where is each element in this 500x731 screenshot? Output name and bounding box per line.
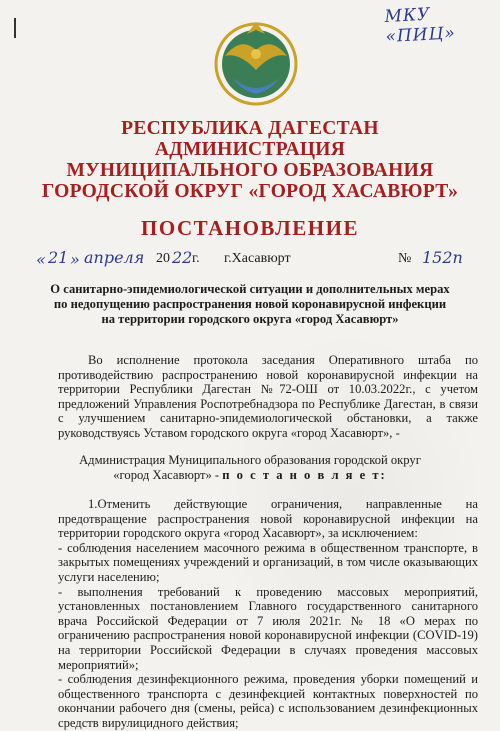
header-administration: АДМИНИСТРАЦИЯ (154, 139, 346, 160)
city-name: г.Хасавюрт (224, 251, 291, 266)
document-type: ПОСТАНОВЛЕНИЕ (141, 216, 359, 240)
administration-line: Администрация Муниципального образования городской округ (79, 453, 421, 467)
header-city-district: ГОРОДСКОЙ ОКРУГ «ГОРОД ХАСАВЮРТ» (41, 181, 459, 202)
date-year-prefix: 20 (156, 251, 170, 266)
preamble-paragraph: Во исполнение протокола заседания Оперативного штаба по противодействию распространению новой коронавирусной инфекции на территории Республики Дагестан №72-ОШ от 10.03.2022г., с учетом предложений Управления Роспотребнадзора по Республике Дагестан, в связи с улучшением санитарно-эпидемиологической обстановки, а также руководствуясь Уставом городского округа «город Хасавюрт», - (58, 353, 478, 440)
title-line: О санитарно-эпидемиологической ситуации и дополнительных мерах (50, 282, 450, 296)
title-line: на территории городского округа «город Хасавюрт» (101, 312, 399, 326)
decree-item: - соблюдения населением масочного режима в общественном транспорте, в закрытых помещениях учреждений и организаций, в том числе оказывающих услуги населению; (58, 540, 478, 584)
decree-item: - соблюдения дезинфекционного режима, проведения уборки помещений и общественного транспорта с дезинфекцией контактных поверхностей по окончании рабочего дня (смены, рейса) с использованием дезинфекционных средств вирулицидного действия; (58, 672, 478, 730)
administration-line-2 (40, 468, 460, 483)
date-day: 21 (48, 248, 69, 267)
date-month: апреля (84, 248, 145, 267)
administration-block (40, 453, 460, 482)
dagestan-emblem-icon (213, 16, 299, 108)
decree-word: п о с т а н о в л я е т: (222, 467, 387, 482)
administration-city: «город Хасавюрт» - (113, 467, 223, 482)
dateline (30, 248, 480, 272)
handwritten-note: МКУ «ПИЦ» (384, 4, 457, 47)
date-open-quote: « (36, 250, 46, 269)
date-close-quote: » (70, 250, 80, 269)
document-title (40, 282, 460, 327)
decree-items (58, 497, 478, 731)
margin-mark (14, 18, 16, 38)
decree-item: - выполнения требований к проведению массовых мероприятий, установленных постановлением Главного государственного санитарного врача Российской Федерации от 7 июля 2021г. № 18 «О мерах по ограничению распространения новой коронавирусной инфекции (COVID-19) на территории Российской Федерации в случаях проведения массовых мероприятий»; (58, 584, 478, 672)
header-municipality: МУНИЦИПАЛЬНОГО ОБРАЗОВАНИЯ (66, 160, 434, 181)
header-republic: РЕСПУБЛИКА ДАГЕСТАН (121, 118, 379, 139)
date-year-suffix: 22 (172, 248, 193, 267)
date-year-end: г. (192, 251, 200, 266)
number-sign: № (398, 251, 412, 266)
document-number: 152п (422, 248, 463, 267)
decree-item: 1.Отменить действующие ограничения, направленные на предотвращение распространения новой коронавирусной инфекции на территории городского округа «город Хасавюрт», за исключением: (58, 497, 478, 541)
title-line: по недопущению распространения новой коронавирусной инфекции (53, 297, 447, 311)
